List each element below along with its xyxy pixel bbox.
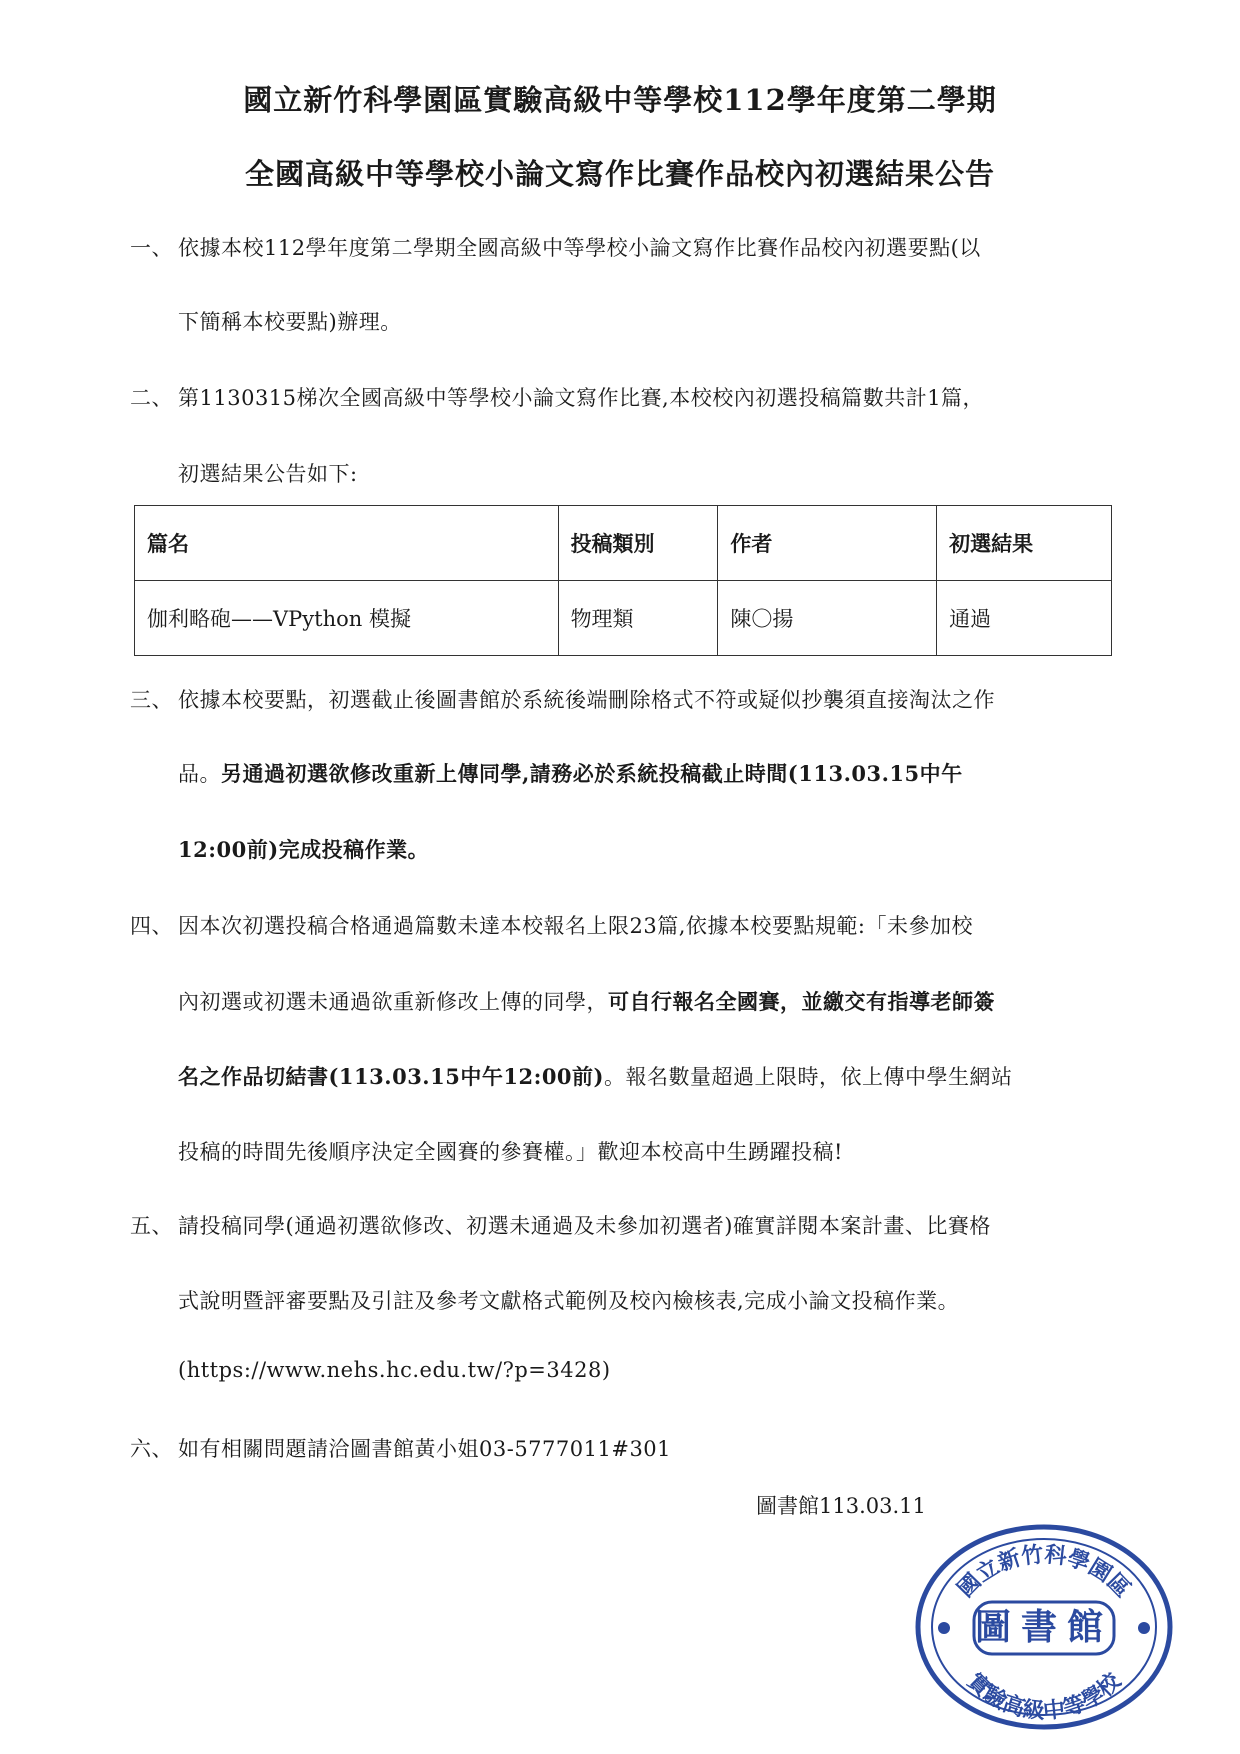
item-4-text-4: 投稿的時間先後順序決定全國賽的參賽權。」歡迎本校高中生踴躍投稿! [178,1140,843,1164]
cell-category: 物理類 [558,581,718,656]
item-1-number: 一、 [130,236,173,260]
title-line-1: 國立新竹科學園區實驗高級中等學校112學年度第二學期 [243,83,997,117]
item-4-text-2b: 可自行報名全國賽，並繳交有指導老師簽 [608,989,995,1014]
title-line-2: 全國高級中等學校小論文寫作比賽作品校內初選結果公告 [244,157,995,191]
header-result: 初選結果 [937,506,1112,581]
signature-date: 圖書館113.03.11 [756,1494,926,1518]
item-3-text-2a: 品。 [178,762,221,786]
item-5-url[interactable]: (https://www.nehs.hc.edu.tw/?p=3428) [178,1358,611,1382]
library-seal-icon [914,1522,1174,1732]
item-2-text-2: 初選結果公告如下: [178,462,358,486]
table-header-row [135,506,1112,581]
results-table [134,505,1112,656]
item-5-text-2: 式說明暨評審要點及引註及參考文獻格式範例及校內檢核表,完成小論文投稿作業。 [178,1289,960,1313]
item-4-text-3 [178,1061,1012,1091]
seal-center-text: 圖書館 [974,1606,1114,1648]
header-title: 篇名 [135,506,559,581]
item-4-text-2a: 內初選或初選未通過欲重新修改上傳的同學， [178,990,608,1014]
item-2-text-1: 第1130315梯次全國高級中等學校小論文寫作比賽,本校校內初選投稿篇數共計1篇， [178,386,985,410]
header-author: 作者 [718,506,937,581]
item-5-text-1: 請投稿同學(通過初選欲修改、初選未通過及未參加初選者)確實詳閱本案計畫、比賽格 [178,1214,991,1238]
item-3-number: 三、 [130,688,173,712]
item-1-text-2: 下簡稱本校要點)辦理。 [178,310,402,334]
seal-bottom-text: 實驗高級中等學校 [962,1668,1126,1725]
svg-text:國立新竹科學園區 [952,1542,1135,1603]
item-6-number: 六、 [130,1437,173,1461]
cell-title: 伽利略砲——VPython 模擬 [135,581,559,656]
item-3-text-2b: 另通過初選欲修改重新上傳同學,請務必於系統投稿截止時間(113.03.15中午 [221,761,963,786]
item-3-text-2 [178,758,963,788]
item-4-number: 四、 [130,914,173,938]
item-4-text-3b: 。報名數量超過上限時，依上傳中學生網站 [603,1065,1013,1089]
item-5-number: 五、 [130,1214,173,1238]
item-6-text-1: 如有相關問題請洽圖書館黃小姐03-5777011#301 [178,1437,672,1461]
seal-top-text: 國立新竹科學園區 [952,1541,1136,1603]
item-3-text-3: 12:00前)完成投稿作業。 [178,837,430,862]
table-row [135,581,1112,656]
item-2-number: 二、 [130,386,173,410]
cell-result: 通過 [937,581,1112,656]
item-4-text-2 [178,986,995,1016]
item-4-text-1: 因本次初選投稿合格通過篇數未達本校報名上限23篇,依據本校要點規範:「未參加校 [178,914,973,938]
item-1-text-1: 依據本校112學年度第二學期全國高級中等學校小論文寫作比賽作品校內初選要點(以 [178,236,981,260]
item-3-text-1: 依據本校要點，初選截止後圖書館於系統後端刪除格式不符或疑似抄襲須直接淘汰之作 [178,688,995,712]
header-category: 投稿類別 [558,506,718,581]
cell-author: 陳〇揚 [718,581,937,656]
item-4-text-3a: 名之作品切結書(113.03.15中午12:00前) [178,1064,604,1089]
